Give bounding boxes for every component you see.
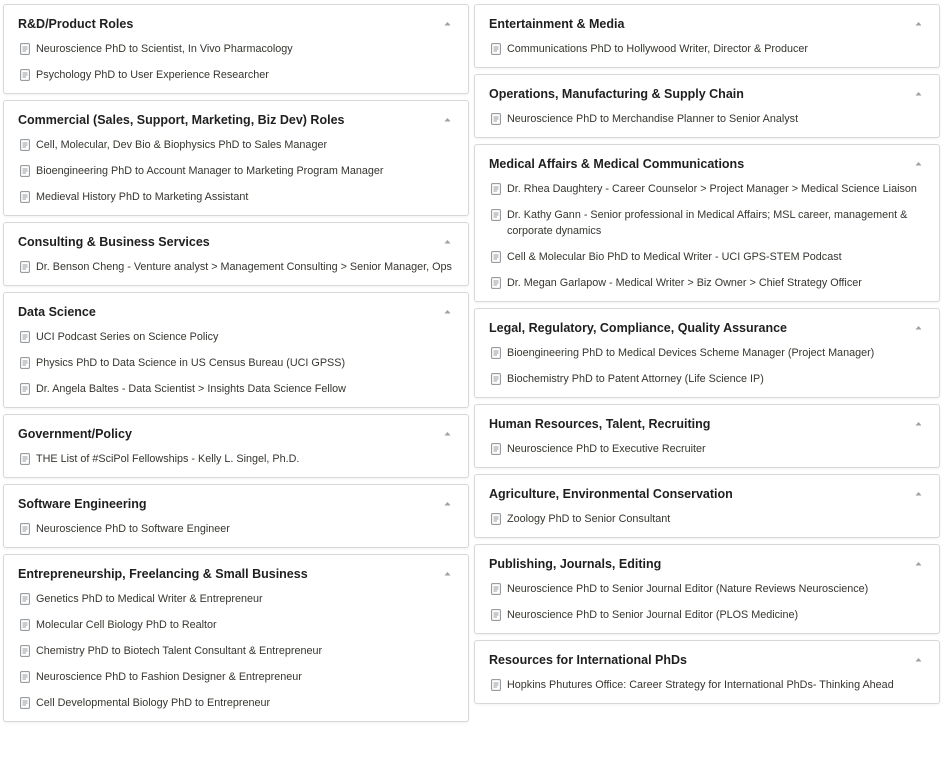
left-column	[3, 4, 469, 728]
page-link-label: Dr. Rhea Daughtery - Career Counselor > Project Manager > Medical Science Liaison	[507, 183, 917, 195]
category-header[interactable]	[475, 484, 939, 503]
category-title: Publishing, Journals, Editing	[489, 556, 662, 571]
page-link-label: Genetics PhD to Medical Writer & Entrepreneur	[36, 593, 263, 605]
page-link-label: Biochemistry PhD to Patent Attorney (Life Science IP)	[507, 373, 764, 385]
category-card	[474, 74, 940, 138]
category-card	[474, 144, 940, 302]
page-link[interactable]	[475, 341, 939, 367]
page-link-label: Zoology PhD to Senior Consultant	[507, 513, 671, 525]
page-link[interactable]	[475, 673, 939, 699]
document-icon	[18, 68, 32, 82]
category-card	[474, 474, 940, 538]
category-card	[474, 544, 940, 634]
category-card	[474, 640, 940, 704]
document-icon	[18, 356, 32, 370]
page-link[interactable]	[475, 177, 939, 203]
page-link[interactable]	[475, 37, 939, 63]
page-link[interactable]	[475, 245, 939, 271]
chevron-up-icon[interactable]	[440, 235, 454, 249]
chevron-up-icon[interactable]	[911, 487, 925, 501]
category-card	[3, 292, 469, 408]
category-title: Entertainment & Media	[489, 16, 625, 31]
category-items	[475, 437, 939, 463]
category-items	[4, 37, 468, 89]
page-link-label: Dr. Kathy Gann - Senior professional in Medical Affairs; MSL career, management & corporate dynamics	[507, 209, 908, 237]
document-icon	[18, 382, 32, 396]
document-icon	[18, 190, 32, 204]
category-card	[474, 308, 940, 398]
document-icon	[489, 608, 503, 622]
document-icon	[18, 164, 32, 178]
page-link-label: UCI Podcast Series on Science Policy	[36, 331, 219, 343]
page-link[interactable]	[4, 255, 468, 281]
category-items	[475, 507, 939, 533]
page-link-label: Physics PhD to Data Science in US Census Bureau (UCI GPSS)	[36, 357, 346, 369]
chevron-up-icon[interactable]	[911, 653, 925, 667]
category-header[interactable]	[475, 154, 939, 173]
category-title: Legal, Regulatory, Compliance, Quality Assurance	[489, 320, 787, 335]
page-link[interactable]	[475, 271, 939, 297]
document-icon	[18, 42, 32, 56]
document-icon	[18, 618, 32, 632]
category-title: Medical Affairs & Medical Communications	[489, 156, 745, 171]
category-items	[4, 447, 468, 473]
page-link-label: Chemistry PhD to Biotech Talent Consultant & Entrepreneur	[36, 645, 323, 657]
category-items	[4, 587, 468, 717]
chevron-up-icon[interactable]	[911, 157, 925, 171]
chevron-up-icon[interactable]	[911, 17, 925, 31]
page-link[interactable]	[475, 437, 939, 463]
page-link[interactable]	[4, 325, 468, 351]
page-link-label: Neuroscience PhD to Executive Recruiter	[507, 443, 706, 455]
page-link-label: THE List of #SciPol Fellowships - Kelly L. Singel, Ph.D.	[36, 453, 300, 465]
document-icon	[18, 670, 32, 684]
page-link-label: Hopkins Phutures Office: Career Strategy for International PhDs- Thinking Ahead	[507, 679, 894, 691]
page-link[interactable]	[475, 107, 939, 133]
page-link[interactable]	[475, 367, 939, 393]
page-link[interactable]	[4, 351, 468, 377]
category-header[interactable]	[475, 318, 939, 337]
page-link-label: Cell Developmental Biology PhD to Entrepreneur	[36, 697, 271, 709]
category-items	[475, 673, 939, 699]
chevron-up-icon[interactable]	[440, 305, 454, 319]
document-icon	[18, 592, 32, 606]
category-title: Data Science	[18, 304, 96, 319]
category-items	[475, 107, 939, 133]
page-link[interactable]	[4, 447, 468, 473]
page-link[interactable]	[475, 603, 939, 629]
document-icon	[18, 330, 32, 344]
page-link-label: Neuroscience PhD to Fashion Designer & Entrepreneur	[36, 671, 302, 683]
category-items	[4, 325, 468, 403]
page-link-label: Bioengineering PhD to Medical Devices Scheme Manager (Project Manager)	[507, 347, 875, 359]
category-title: Consulting & Business Services	[18, 234, 210, 249]
document-icon	[489, 678, 503, 692]
category-items	[475, 177, 939, 297]
chevron-up-icon[interactable]	[440, 113, 454, 127]
page-link[interactable]	[4, 665, 468, 691]
category-header[interactable]	[4, 110, 468, 129]
page-link[interactable]	[4, 613, 468, 639]
page-link-label: Neuroscience PhD to Software Engineer	[36, 523, 230, 535]
page-link[interactable]	[4, 185, 468, 211]
category-title: Agriculture, Environmental Conservation	[489, 486, 733, 501]
category-title: Software Engineering	[18, 496, 147, 511]
category-items	[4, 517, 468, 543]
chevron-up-icon[interactable]	[911, 557, 925, 571]
page-link-label: Molecular Cell Biology PhD to Realtor	[36, 619, 217, 631]
category-header[interactable]	[475, 414, 939, 433]
page-link-label: Dr. Megan Garlapow - Medical Writer > Biz Owner > Chief Strategy Officer	[507, 277, 862, 289]
document-icon	[18, 260, 32, 274]
category-header[interactable]	[4, 302, 468, 321]
document-icon	[489, 346, 503, 360]
document-icon	[18, 696, 32, 710]
document-icon	[18, 522, 32, 536]
page-link-label: Neuroscience PhD to Merchandise Planner to Senior Analyst	[507, 113, 799, 125]
page-link-label: Neuroscience PhD to Senior Journal Editor (PLOS Medicine)	[507, 609, 799, 621]
category-card	[3, 222, 469, 286]
category-items	[4, 255, 468, 281]
document-icon	[489, 372, 503, 386]
document-icon	[489, 442, 503, 456]
chevron-up-icon[interactable]	[440, 17, 454, 31]
page-link-label: Dr. Angela Baltes - Data Scientist > Insights Data Science Fellow	[36, 383, 346, 395]
category-card	[474, 404, 940, 468]
page-link[interactable]	[475, 203, 939, 245]
page-link[interactable]	[4, 587, 468, 613]
category-header[interactable]	[475, 14, 939, 33]
category-card	[3, 100, 469, 216]
document-icon	[489, 182, 503, 196]
page-link[interactable]	[4, 691, 468, 717]
category-card	[3, 484, 469, 548]
chevron-up-icon[interactable]	[440, 497, 454, 511]
category-items	[475, 577, 939, 629]
category-title: Human Resources, Talent, Recruiting	[489, 416, 711, 431]
page-link-label: Communications PhD to Hollywood Writer, Director & Producer	[507, 43, 809, 55]
page-link[interactable]	[4, 37, 468, 63]
chevron-up-icon[interactable]	[440, 427, 454, 441]
document-icon	[489, 42, 503, 56]
document-icon	[489, 276, 503, 290]
page-link-label: Psychology PhD to User Experience Researcher	[36, 69, 269, 81]
page-link[interactable]	[4, 133, 468, 159]
document-icon	[489, 582, 503, 596]
chevron-up-icon[interactable]	[911, 87, 925, 101]
chevron-up-icon[interactable]	[911, 417, 925, 431]
category-items	[475, 341, 939, 393]
page-link-label: Bioengineering PhD to Account Manager to Marketing Program Manager	[36, 165, 384, 177]
page-link[interactable]	[4, 159, 468, 185]
page-link-label: Cell, Molecular, Dev Bio & Biophysics PhD to Sales Manager	[36, 139, 328, 151]
category-card	[3, 4, 469, 94]
chevron-up-icon[interactable]	[911, 321, 925, 335]
category-card	[474, 4, 940, 68]
category-header[interactable]	[475, 84, 939, 103]
category-title: Operations, Manufacturing & Supply Chain	[489, 86, 744, 101]
category-title: Commercial (Sales, Support, Marketing, Biz Dev) Roles	[18, 112, 345, 127]
page-link-label: Neuroscience PhD to Scientist, In Vivo Pharmacology	[36, 43, 293, 55]
page-link[interactable]	[475, 507, 939, 533]
document-icon	[18, 138, 32, 152]
page-link[interactable]	[4, 639, 468, 665]
page-link[interactable]	[475, 577, 939, 603]
document-icon	[18, 644, 32, 658]
category-header[interactable]	[4, 564, 468, 583]
category-title: Government/Policy	[18, 426, 132, 441]
category-header[interactable]	[4, 14, 468, 33]
category-header[interactable]	[475, 650, 939, 669]
category-header[interactable]	[4, 424, 468, 443]
page-link-label: Dr. Benson Cheng - Venture analyst > Management Consulting > Senior Manager, Ops	[36, 261, 452, 273]
category-items	[475, 37, 939, 63]
chevron-up-icon[interactable]	[440, 567, 454, 581]
category-header[interactable]	[4, 494, 468, 513]
page-link-label: Neuroscience PhD to Senior Journal Editor (Nature Reviews Neuroscience)	[507, 583, 869, 595]
page-link[interactable]	[4, 377, 468, 403]
category-title: Entrepreneurship, Freelancing & Small Business	[18, 566, 308, 581]
document-icon	[489, 512, 503, 526]
document-icon	[489, 208, 503, 222]
category-header[interactable]	[4, 232, 468, 251]
category-title: R&D/Product Roles	[18, 16, 134, 31]
document-icon	[489, 112, 503, 126]
category-items	[4, 133, 468, 211]
document-icon	[18, 452, 32, 466]
category-header[interactable]	[475, 554, 939, 573]
right-column	[474, 4, 940, 710]
category-card	[3, 554, 469, 722]
category-title: Resources for International PhDs	[489, 652, 687, 667]
page-link[interactable]	[4, 63, 468, 89]
page-link[interactable]	[4, 517, 468, 543]
document-icon	[489, 250, 503, 264]
category-card	[3, 414, 469, 478]
page-link-label: Cell & Molecular Bio PhD to Medical Writer - UCI GPS-STEM Podcast	[507, 251, 842, 263]
page-link-label: Medieval History PhD to Marketing Assistant	[36, 191, 249, 203]
